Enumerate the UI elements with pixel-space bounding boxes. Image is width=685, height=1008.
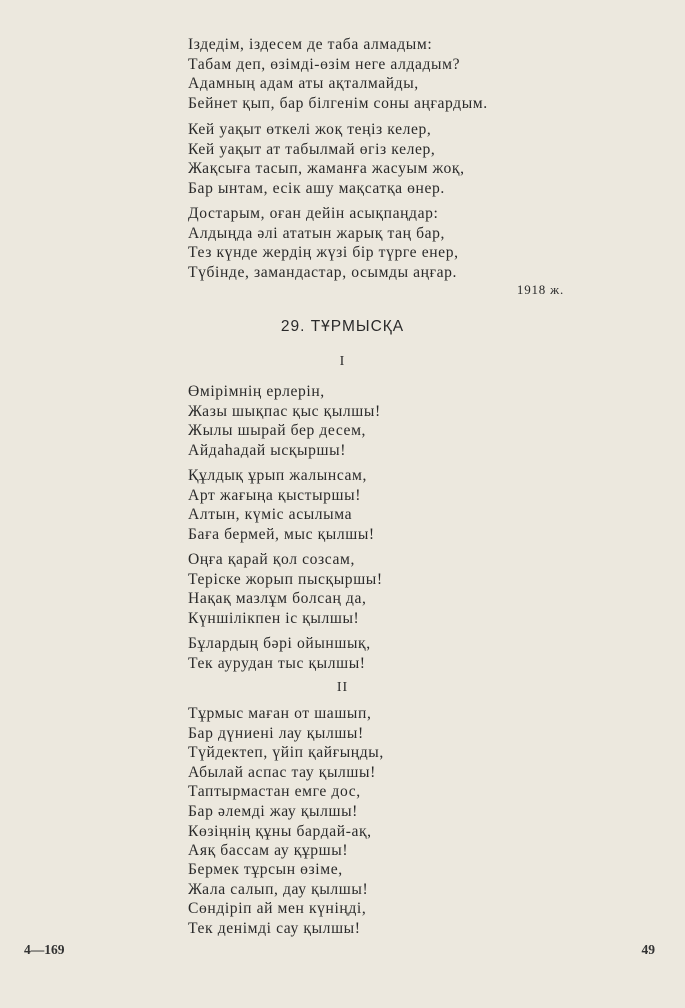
poem-stanza (188, 120, 465, 198)
poem-line: Күншілікпен іс қылшы! (188, 609, 360, 627)
poem-line: Көзіңнің құны бардай-ақ, (188, 822, 372, 840)
poem-line: Таптырмастан емге дос, (188, 783, 361, 801)
poem-line: Тез күнде жердің жүзі бір түрге енер, (188, 244, 459, 262)
page-number: 49 (641, 942, 655, 957)
poem-line: Алтын, күміс асылыма (188, 506, 353, 524)
poem-line: Түйдектеп, үйіп қайғыңды, (188, 744, 384, 762)
poem-line: Жазы шықпас қыс қылшы! (188, 402, 381, 420)
poem-stanza (188, 550, 383, 628)
poem-line: Нақақ мазлұм болсаң да, (188, 590, 367, 608)
poem-line: Абылай аспас тау қылшы! (188, 763, 376, 781)
poem-stanza (188, 466, 375, 544)
poem-line: Арт жағыңа қыстыршы! (188, 486, 362, 504)
poem-stanza (188, 860, 368, 938)
poem-date: 1918 ж. (516, 282, 564, 297)
poem-line: Тек аурудан тыс қылшы! (188, 654, 366, 672)
poem-line: Жақсыға тасып, жаманға жасуым жоқ, (188, 160, 465, 178)
poem-line: Баға бермей, мыс қылшы! (188, 525, 375, 543)
poem-line: Теріске жорып пысқыршы! (188, 570, 383, 588)
poem-line: Бар дүниені лау қылшы! (188, 724, 364, 742)
poem-line: Бермек тұрсын өзіме, (188, 861, 343, 878)
poem-line: Оңға қарай қол созсам, (188, 551, 356, 568)
poem-line: Достарым, оған дейін асықпаңдар: (188, 205, 439, 222)
poem-line: Түбінде, замандастар, осымды аңғар. (188, 263, 458, 281)
poem-line: Сөндіріп ай мен күніңді, (188, 900, 367, 918)
poem-line: Айдаһадай ысқыршы! (188, 441, 347, 459)
poem-line: Жала салып, дау қылшы! (188, 880, 369, 898)
poem-line: Алдыңда әлі ататын жарық таң бар, (188, 224, 446, 242)
poem-line: Аяқ бассам ау құршы! (188, 842, 349, 860)
poem-stanza (188, 204, 459, 282)
poem-line: Тек денімді сау қылшы! (188, 919, 361, 937)
poem-stanza (188, 704, 384, 861)
poem-line: Адамның адам аты ақталмайды, (188, 75, 419, 93)
part-label: II (336, 680, 349, 695)
poem-line: Бар ынтам, есік ашу мақсатқа өнер. (188, 179, 445, 197)
poem-line: Бейнет қып, бар білгенім соны аңғардым. (188, 94, 488, 112)
poem-line: Іздедім, іздесем де таба алмадым: (188, 36, 433, 53)
poem-line: Өмірімнің ерлерін, (188, 383, 325, 400)
signature-mark: 4—169 (24, 942, 65, 957)
poem-stanza (188, 382, 381, 460)
poem-line: Жылы шырай бер десем, (188, 422, 367, 440)
poem-line: Кей уақыт өткелі жоқ теңіз келер, (188, 121, 432, 138)
poem-stanza (188, 634, 371, 673)
poem-line: Бұлардың бәрі ойыншық, (188, 635, 371, 652)
poem-title: 29. ТҰРМЫСҚА (280, 318, 405, 335)
poem-line: Табам деп, өзімді-өзім неге алдадым? (188, 55, 461, 73)
part-label: I (339, 354, 346, 369)
poem-line: Тұрмыс маған от шашып, (188, 705, 372, 722)
poem-line: Кей уақыт ат табылмай өгіз келер, (188, 140, 436, 158)
poem-line: Құлдық ұрып жалынсам, (188, 467, 368, 484)
poem-line: Бар әлемді жау қылшы! (188, 802, 358, 820)
poem-stanza (188, 35, 488, 113)
